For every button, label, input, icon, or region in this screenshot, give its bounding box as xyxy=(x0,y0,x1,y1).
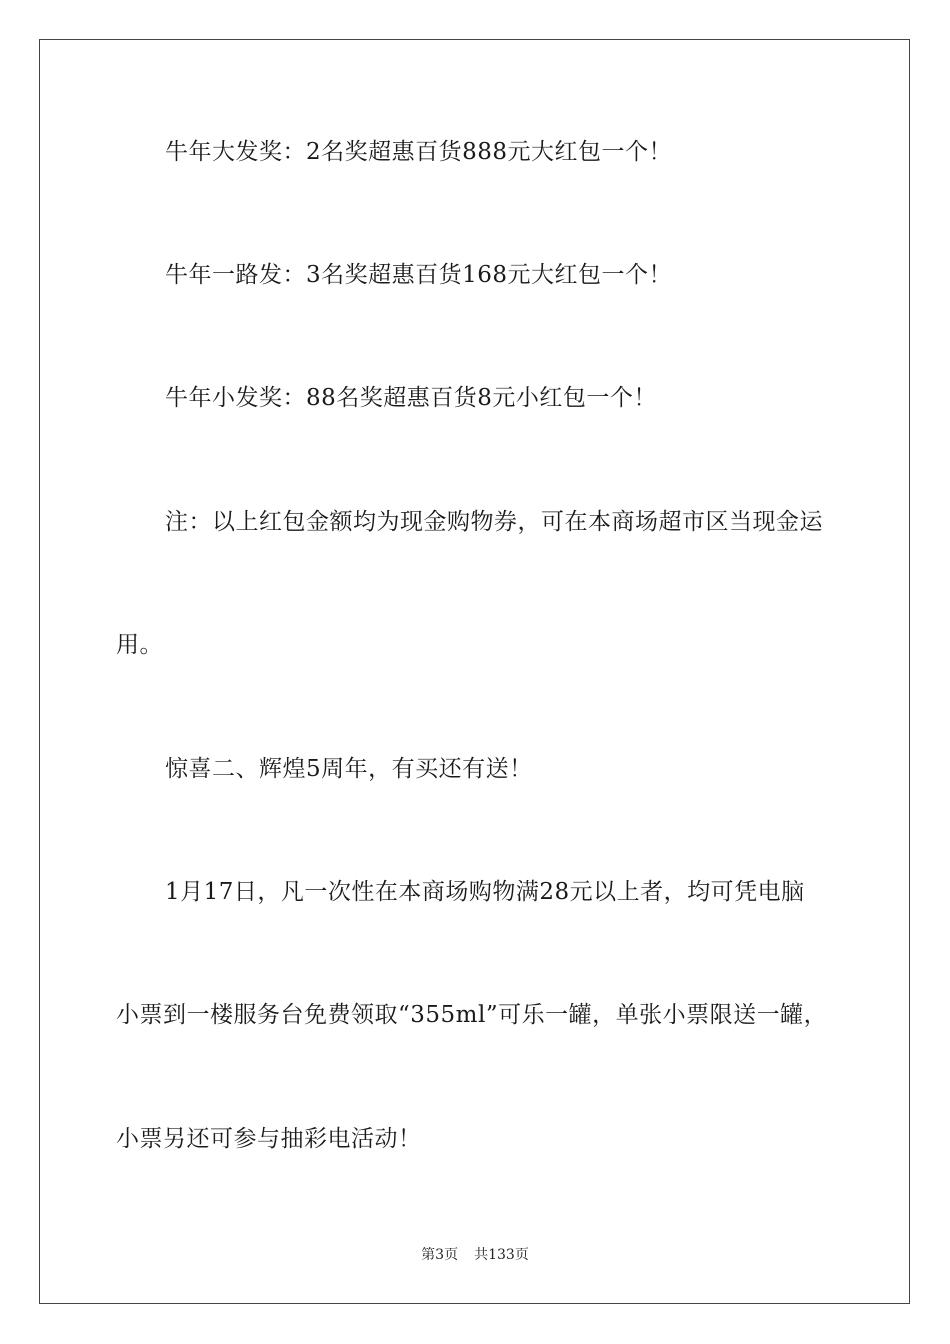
total-pages: 共133页 xyxy=(474,1247,529,1263)
promo-line-2: 小票到一楼服务台免费领取“355ml”可乐一罐，单张小票限送一罐， xyxy=(116,1002,828,1028)
prize-line-grand: 牛年大发奖：2名奖超惠百货888元大红包一个！ xyxy=(165,139,673,165)
page-frame xyxy=(39,39,910,1304)
note-line-2: 用。 xyxy=(116,632,163,658)
note-line-1: 注：以上红包金额均为现金购物券，可在本商场超市区当现金运 xyxy=(165,509,823,535)
page-footer xyxy=(0,1245,950,1265)
surprise-two-heading: 惊喜二、辉煌5周年，有买还有送！ xyxy=(165,756,533,782)
promo-line-3: 小票另还可参与抽彩电活动！ xyxy=(116,1126,422,1152)
prize-line-small: 牛年小发奖：88名奖超惠百货8元小红包一个！ xyxy=(165,385,657,411)
prize-line-second: 牛年一路发：3名奖超惠百货168元大红包一个！ xyxy=(165,262,673,288)
current-page-number: 第3页 xyxy=(421,1247,459,1263)
promo-line-1: 1月17日，凡一次性在本商场购物满28元以上者，均可凭电脑 xyxy=(165,879,805,905)
